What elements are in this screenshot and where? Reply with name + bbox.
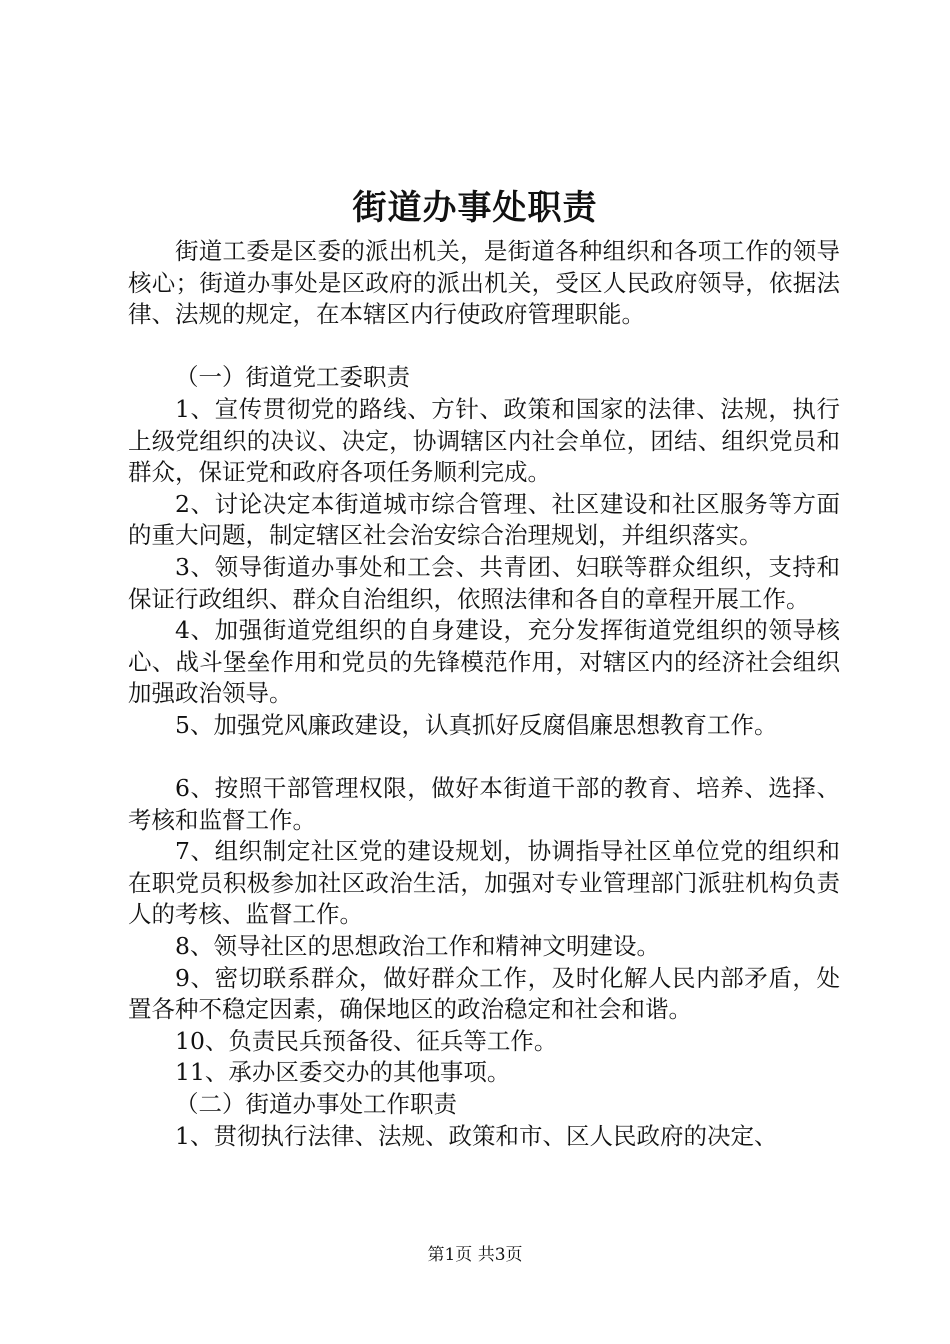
section-1-heading: （一）街道党工委职责: [175, 363, 410, 392]
section-1-item-2: 2、讨论决定本街道城市综合管理、社区建设和社区服务等方面的重大问题，制定辖区社会治安综合治理规划，并组织落实。: [128, 489, 840, 550]
section-1-item-1: 1、宣传贯彻党的路线、方针、政策和国家的法律、法规，执行上级党组织的决议、决定，协调辖区内社会单位，团结、组织党员和群众，保证党和政府各项任务顺利完成。: [128, 394, 840, 487]
section-1-item-4: 4、加强街道党组织的自身建设，充分发挥街道党组织的领导核心、战斗堡垒作用和党员的先锋模范作用，对辖区内的经济社会组织加强政治领导。: [128, 616, 840, 708]
document-body: [128, 236, 840, 1152]
intro-paragraph: 街道工委是区委的派出机关，是街道各种组织和各项工作的领导核心；街道办事处是区政府的派出机关，受区人民政府领导，依据法律、法规的规定，在本辖区内行使政府管理职能。: [128, 237, 840, 329]
section-1-item-8: 8、领导社区的思想政治工作和精神文明建设。: [175, 932, 660, 961]
section-1-item-11: 11、承办区委交办的其他事项。: [175, 1058, 511, 1087]
section-1-item-9: 9、密切联系群众，做好群众工作，及时化解人民内部矛盾，处置各种不稳定因素，确保地区的政治稳定和社会和谐。: [128, 963, 840, 1024]
section-1-item-3: 3、领导街道办事处和工会、共青团、妇联等群众组织，支持和保证行政组织、群众自治组织，依照法律和各自的章程开展工作。: [128, 552, 840, 613]
section-2-item-1: 1、贯彻执行法律、法规、政策和市、区人民政府的决定、: [175, 1121, 778, 1150]
section-1-item-10: 10、负责民兵预备役、征兵等工作。: [175, 1026, 558, 1055]
page-footer: 第1页 共3页: [427, 1245, 523, 1265]
section-1-item-6: 6、按照干部管理权限，做好本街道干部的教育、培养、选择、考核和监督工作。: [128, 774, 840, 834]
section-2-heading: （二）街道办事处工作职责: [175, 1090, 457, 1119]
section-1-item-7: 7、组织制定社区党的建设规划，协调指导社区单位党的组织和在职党员积极参加社区政治生活，加强对专业管理部门派驻机构负责人的考核、监督工作。: [128, 837, 840, 929]
document-title: 街道办事处职责: [352, 188, 598, 228]
section-1-item-5: 5、加强党风廉政建设，认真抓好反腐倡廉思想教育工作。: [175, 710, 778, 739]
